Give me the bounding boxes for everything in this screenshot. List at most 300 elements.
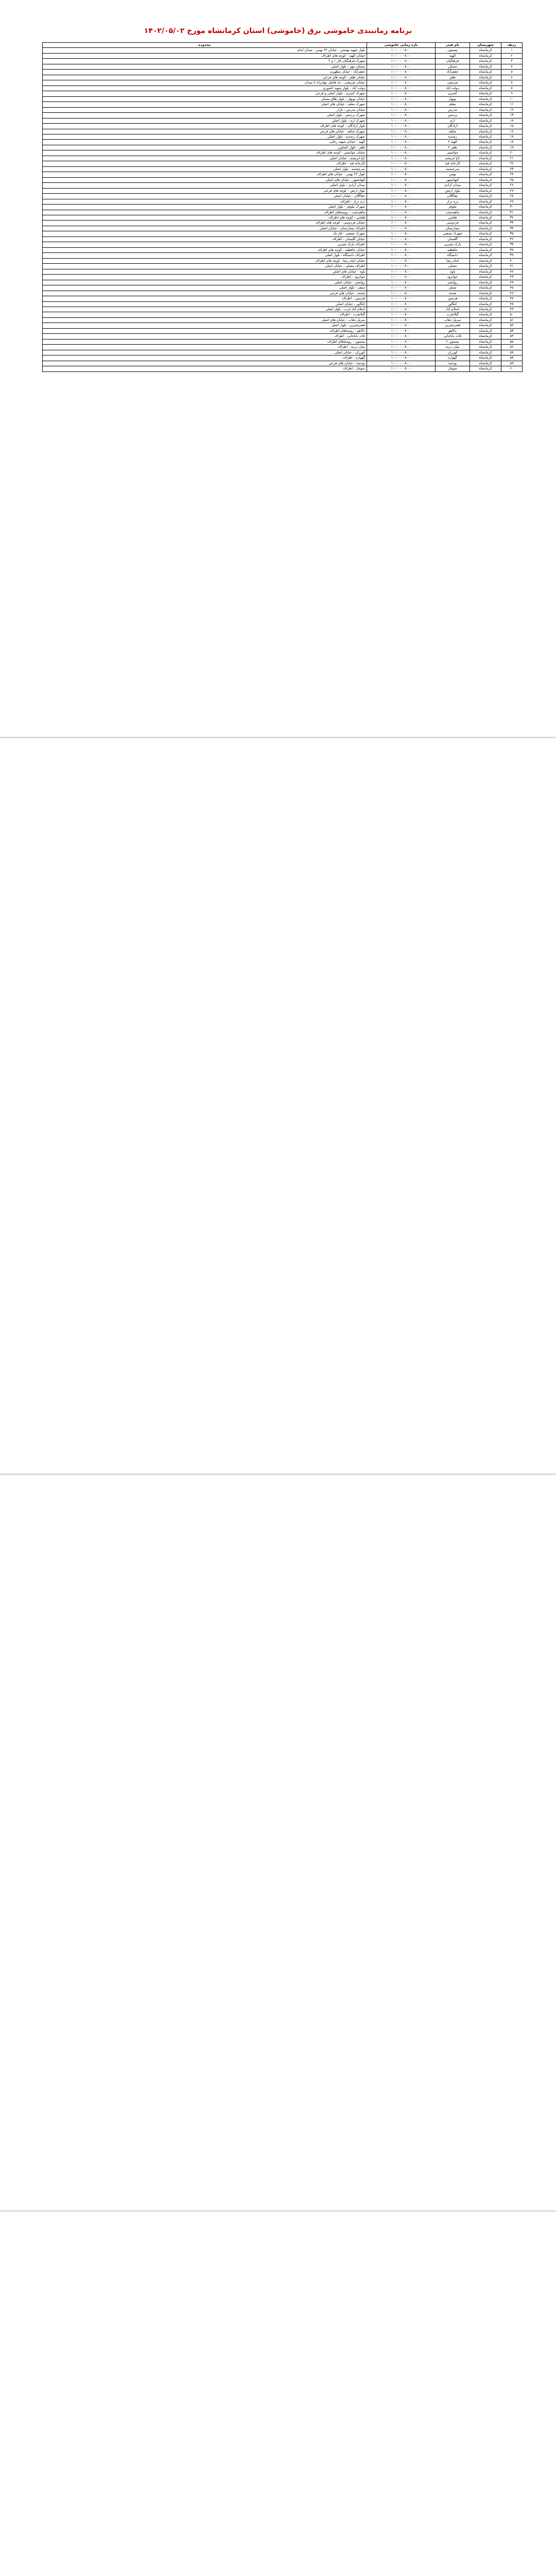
table-row xyxy=(43,361,523,366)
header-row-no: ردیف xyxy=(501,43,523,48)
row-feeder: دالاهو xyxy=(436,328,470,333)
row-number: ۵۴ xyxy=(501,334,523,339)
row-number: ۵۱ xyxy=(501,317,523,323)
row-feeder: نودشه xyxy=(436,361,470,366)
row-area: کارخانه قند - اطراف xyxy=(43,161,367,166)
row-city: کرمانشاه xyxy=(470,215,501,221)
row-city: کرمانشاه xyxy=(470,317,501,323)
row-feeder: ارم xyxy=(436,118,470,123)
row-time: ۱۰:۰۰ - ۰۸:۰۰ xyxy=(367,334,436,339)
row-number: ۳۶ xyxy=(501,236,523,242)
row-number: ۱۷ xyxy=(501,134,523,139)
row-area: ثلاث باباجانی - اطراف xyxy=(43,334,367,339)
row-city: کرمانشاه xyxy=(470,339,501,344)
row-time: ۱۰:۰۰ - ۰۸:۰۰ xyxy=(367,183,436,188)
row-area: خیابان ظفر - کوچه های فرعی xyxy=(43,75,367,80)
row-number: ۳۹ xyxy=(501,253,523,258)
row-number: ۱۲ xyxy=(501,107,523,112)
page-separator xyxy=(0,2210,556,2212)
row-area: ماهیدشت - روستاهای اطراف xyxy=(43,210,367,215)
table-row xyxy=(43,355,523,361)
row-area: خیابان نوبهار - بلوار طاق بستان xyxy=(43,96,367,101)
row-area: اسلام آباد غرب - بلوار اصلی xyxy=(43,307,367,312)
row-number: ۴۷ xyxy=(501,296,523,301)
row-number: ۳۵ xyxy=(501,231,523,236)
table-row xyxy=(43,339,523,344)
row-time: ۱۰:۰۰ - ۰۸:۰۰ xyxy=(367,226,436,231)
table-row xyxy=(43,172,523,177)
table-row xyxy=(43,183,523,188)
row-time: ۱۰:۰۰ - ۰۸:۰۰ xyxy=(367,53,436,58)
row-time: ۱۰:۰۰ - ۰۸:۰۰ xyxy=(367,70,436,75)
row-feeder: کارخانه قند xyxy=(436,161,470,166)
row-number: ۳ xyxy=(501,59,523,64)
row-time: ۱۰:۰۰ - ۰۸:۰۰ xyxy=(367,118,436,123)
table-row xyxy=(43,334,523,339)
row-number: ۴۱ xyxy=(501,264,523,269)
table-row xyxy=(43,48,523,53)
row-number: ۵۷ xyxy=(501,350,523,355)
row-feeder: ظفر ۲ xyxy=(436,145,470,150)
row-area: شهرک ارم - بلوار اصلی xyxy=(43,118,367,123)
row-feeder: هرسین xyxy=(436,296,470,301)
table-header-row xyxy=(43,43,523,48)
row-time: ۱۰:۰۰ - ۰۸:۰۰ xyxy=(367,221,436,226)
row-area: جعفرآباد - خیابان مطهری xyxy=(43,70,367,75)
table-row xyxy=(43,226,523,231)
row-time: ۱۰:۰۰ - ۰۸:۰۰ xyxy=(367,231,436,236)
page-separator xyxy=(0,1473,556,1475)
row-time: ۱۰:۰۰ - ۰۸:۰۰ xyxy=(367,80,436,86)
row-city: کرمانشاه xyxy=(470,140,501,145)
row-feeder: ماهیدشت xyxy=(436,210,470,215)
row-feeder: ثلاث باباجانی xyxy=(436,334,470,339)
row-feeder: گیلانغرب xyxy=(436,312,470,317)
table-row xyxy=(43,59,523,64)
row-city: کرمانشاه xyxy=(470,145,501,150)
row-time: ۱۰:۰۰ - ۰۸:۰۰ xyxy=(367,339,436,344)
table-row xyxy=(43,102,523,107)
table-row xyxy=(43,301,523,307)
row-number: ۱۳ xyxy=(501,113,523,118)
table-row xyxy=(43,280,523,285)
row-time: ۱۰:۰۰ - ۰۸:۰۰ xyxy=(367,145,436,150)
table-row xyxy=(43,80,523,86)
table-row xyxy=(43,75,523,80)
row-number: ۴۳ xyxy=(501,275,523,280)
table-row xyxy=(43,53,523,58)
table-row xyxy=(43,188,523,193)
row-time: ۱۰:۰۰ - ۰۸:۰۰ xyxy=(367,253,436,258)
table-row xyxy=(43,275,523,280)
row-feeder: بلوار ارتش xyxy=(436,188,470,193)
row-feeder: دانشگاه xyxy=(436,253,470,258)
row-area: صحنه - خیابان های فرعی xyxy=(43,291,367,296)
row-city: کرمانشاه xyxy=(470,334,501,339)
row-number: ۴۶ xyxy=(501,291,523,296)
row-area: اطراف مصلی - خیابان اصلی xyxy=(43,264,367,269)
row-city: کرمانشاه xyxy=(470,350,501,355)
row-area: بلوار ۲۲ بهمن - خیابان های اطراف xyxy=(43,172,367,177)
row-area: بلوار ارتش - کوچه های فرعی xyxy=(43,188,367,193)
row-number: ۸ xyxy=(501,86,523,91)
row-time: ۱۰:۰۰ - ۰۸:۰۰ xyxy=(367,242,436,247)
row-time: ۱۰:۰۰ - ۰۸:۰۰ xyxy=(367,345,436,350)
row-time: ۱۰:۰۰ - ۰۸:۰۰ xyxy=(367,296,436,301)
row-feeder: باغ ابریشم xyxy=(436,156,470,161)
row-feeder: ظفر xyxy=(436,75,470,80)
row-feeder: پردیس xyxy=(436,113,470,118)
row-city: کرمانشاه xyxy=(470,75,501,80)
row-number: ۱۵ xyxy=(501,124,523,129)
row-feeder: جعفرآباد xyxy=(436,70,470,75)
row-city: کرمانشاه xyxy=(470,355,501,361)
row-time: ۱۰:۰۰ - ۰۸:۰۰ xyxy=(367,150,436,156)
row-time: ۱۰:۰۰ - ۰۸:۰۰ xyxy=(367,140,436,145)
row-number: ۲۳ xyxy=(501,166,523,172)
row-time: ۱۰:۰۰ - ۰۸:۰۰ xyxy=(367,323,436,328)
row-time: ۱۰:۰۰ - ۰۸:۰۰ xyxy=(367,236,436,242)
row-city: کرمانشاه xyxy=(470,86,501,91)
row-city: کرمانشاه xyxy=(470,269,501,274)
row-area: شهرک فرهنگیان فاز ۱ و ۲ xyxy=(43,59,367,64)
row-time: ۱۰:۰۰ - ۰۸:۰۰ xyxy=(367,134,436,139)
table-row xyxy=(43,199,523,204)
row-time: ۱۰:۰۰ - ۰۸:۰۰ xyxy=(367,107,436,112)
row-city: کرمانشاه xyxy=(470,285,501,291)
row-area: بلوار آزادگان - کوچه های اطراف xyxy=(43,124,367,129)
row-number: ۳۳ xyxy=(501,221,523,226)
row-number: ۱۱ xyxy=(501,102,523,107)
row-area: شهرک صنعتی - فاز یک xyxy=(43,231,367,236)
row-feeder: کنگاور xyxy=(436,301,470,307)
row-number: ۴۹ xyxy=(501,307,523,312)
row-time: ۱۰:۰۰ - ۰۸:۰۰ xyxy=(367,317,436,323)
row-feeder: مدرس xyxy=(436,107,470,112)
table-row xyxy=(43,366,523,371)
table-row xyxy=(43,215,523,221)
table-row xyxy=(43,242,523,247)
row-number: ۴۸ xyxy=(501,301,523,307)
row-number: ۵۰ xyxy=(501,312,523,317)
row-area: روانسر - خیابان اصلی xyxy=(43,280,367,285)
row-area: دالاهو - روستاهای اطراف xyxy=(43,328,367,333)
row-feeder: سرچشمه xyxy=(436,166,470,172)
row-area: خیابان شریعتی - حد فاصل چهارراه تا میدان xyxy=(43,80,367,86)
row-city: کرمانشاه xyxy=(470,253,501,258)
table-row xyxy=(43,285,523,291)
row-number: ۶ xyxy=(501,75,523,80)
row-city: کرمانشاه xyxy=(470,107,501,112)
row-city: کرمانشاه xyxy=(470,124,501,129)
row-area: شهرک کسری - بلوار اصلی و فرعی xyxy=(43,91,367,96)
row-time: ۱۰:۰۰ - ۰۸:۰۰ xyxy=(367,350,436,355)
row-area: کوزران - خیابان اصلی xyxy=(43,350,367,355)
row-number: ۱ xyxy=(501,48,523,53)
row-feeder: گلستان xyxy=(436,236,470,242)
row-time: ۱۰:۰۰ - ۰۸:۰۰ xyxy=(367,312,436,317)
row-time: ۱۰:۰۰ - ۰۸:۰۰ xyxy=(367,258,436,263)
row-area: اطراف بیمارستان - خیابان اصلی xyxy=(43,226,367,231)
row-city: کرمانشاه xyxy=(470,366,501,371)
table-row xyxy=(43,205,523,210)
row-feeder: آزادگان xyxy=(436,124,470,129)
row-time: ۱۰:۰۰ - ۰۸:۰۰ xyxy=(367,269,436,274)
row-feeder: پاوه xyxy=(436,269,470,274)
row-number: ۱۸ xyxy=(501,140,523,145)
row-area: شهرک معلم - خیابان های اصلی xyxy=(43,102,367,107)
row-feeder: میان دربند xyxy=(436,345,470,350)
row-area: خیابان حافظیه - کوچه های اطراف xyxy=(43,247,367,252)
header-city: شهرستان xyxy=(470,43,501,48)
row-feeder: شهرک صنعتی xyxy=(436,231,470,236)
row-feeder: شریعتی xyxy=(436,80,470,86)
row-area: شهرک پردیس - بلوار اصلی xyxy=(43,113,367,118)
table-row xyxy=(43,221,523,226)
row-area: پاوه - خیابان های اصلی xyxy=(43,269,367,274)
row-feeder: نوبهار xyxy=(436,96,470,101)
row-city: کرمانشاه xyxy=(470,301,501,307)
document-title: برنامه زمانبندی خاموشی برق (خاموشی) استان کرمانشاه مورخ ۱۴۰۲/۰۵/۰۲ xyxy=(144,27,412,35)
header-area: محدوده xyxy=(43,43,367,48)
row-city: کرمانشاه xyxy=(470,113,501,118)
row-area: الهیه - خیابان شهید رجایی xyxy=(43,140,367,145)
row-time: ۱۰:۰۰ - ۰۸:۰۰ xyxy=(367,86,436,91)
row-number: ۹ xyxy=(501,91,523,96)
row-time: ۱۰:۰۰ - ۰۸:۰۰ xyxy=(367,64,436,69)
row-area: خیابان امام رضا - کوچه های اطراف xyxy=(43,258,367,263)
row-feeder: دره دراز xyxy=(436,199,470,204)
row-feeder: جوانشیر xyxy=(436,150,470,156)
row-city: کرمانشاه xyxy=(470,280,501,285)
row-city: کرمانشاه xyxy=(470,183,501,188)
row-city: کرمانشاه xyxy=(470,291,501,296)
row-feeder: امام رضا xyxy=(436,258,470,263)
table-row xyxy=(43,166,523,172)
table-row xyxy=(43,317,523,323)
row-city: کرمانشاه xyxy=(470,177,501,182)
table-row xyxy=(43,323,523,328)
table-row xyxy=(43,140,523,145)
row-number: ۱۰ xyxy=(501,96,523,101)
row-feeder: بیمارستان xyxy=(436,226,470,231)
row-area: خیابان جوانشیر - کوچه های اطراف xyxy=(43,150,367,156)
row-time: ۱۰:۰۰ - ۰۸:۰۰ xyxy=(367,210,436,215)
table-row xyxy=(43,134,523,139)
table-row xyxy=(43,210,523,215)
table-row xyxy=(43,161,523,166)
row-time: ۱۰:۰۰ - ۰۸:۰۰ xyxy=(367,280,436,285)
row-number: ۲۷ xyxy=(501,188,523,193)
row-time: ۱۰:۰۰ - ۰۸:۰۰ xyxy=(367,199,436,204)
row-number: ۳۲ xyxy=(501,215,523,221)
row-area: گهواره - اطراف xyxy=(43,355,367,361)
row-time: ۱۰:۰۰ - ۰۸:۰۰ xyxy=(367,275,436,280)
row-number: ۳۴ xyxy=(501,226,523,231)
row-city: کرمانشاه xyxy=(470,102,501,107)
row-feeder: صحنه xyxy=(436,291,470,296)
row-city: کرمانشاه xyxy=(470,236,501,242)
row-feeder: معلم xyxy=(436,102,470,107)
row-city: کرمانشاه xyxy=(470,199,501,204)
row-area: قصرشیرین - بلوار اصلی xyxy=(43,323,367,328)
row-city: کرمانشاه xyxy=(470,150,501,156)
row-time: ۱۰:۰۰ - ۰۸:۰۰ xyxy=(367,291,436,296)
table-row xyxy=(43,70,523,75)
row-number: ۵۸ xyxy=(501,355,523,361)
row-feeder: کیهانشهر xyxy=(436,177,470,182)
row-area: باغ ابریشم - خیابان اصلی xyxy=(43,156,367,161)
row-city: کرمانشاه xyxy=(470,118,501,123)
row-time: ۱۰:۰۰ - ۰۸:۰۰ xyxy=(367,102,436,107)
row-feeder: الهیه ۲ xyxy=(436,140,470,145)
table-row xyxy=(43,312,523,317)
table-row xyxy=(43,269,523,274)
row-area: سرپل ذهاب - خیابان های اصلی xyxy=(43,317,367,323)
row-area: شهرک نیلوفر - بلوار اصلی xyxy=(43,205,367,210)
row-area: خیابان الهیه - کوچه های اطراف xyxy=(43,53,367,58)
table-row xyxy=(43,113,523,118)
row-time: ۱۰:۰۰ - ۰۸:۰۰ xyxy=(367,247,436,252)
table-row xyxy=(43,236,523,242)
table-row xyxy=(43,91,523,96)
row-number: ۲۲ xyxy=(501,161,523,166)
row-time: ۱۰:۰۰ - ۰۸:۰۰ xyxy=(367,113,436,118)
row-area: سنقر - بلوار اصلی xyxy=(43,285,367,291)
row-number: ۳۷ xyxy=(501,242,523,247)
row-area: خیابان فردوسی - کوچه های اطراف xyxy=(43,221,367,226)
row-number: ۱۴ xyxy=(501,118,523,123)
row-time: ۱۰:۰۰ - ۰۸:۰۰ xyxy=(367,215,436,221)
row-number: ۲۶ xyxy=(501,183,523,188)
row-time: ۱۰:۰۰ - ۰۸:۰۰ xyxy=(367,91,436,96)
row-city: کرمانشاه xyxy=(470,221,501,226)
row-number: ۱۹ xyxy=(501,145,523,150)
row-number: ۷ xyxy=(501,80,523,86)
row-city: کرمانشاه xyxy=(470,264,501,269)
row-feeder: قصرشیرین xyxy=(436,323,470,328)
row-area: خیابان مدرس - بازار xyxy=(43,107,367,112)
row-feeder: پارک شیرین xyxy=(436,242,470,247)
row-time: ۱۰:۰۰ - ۰۸:۰۰ xyxy=(367,307,436,312)
row-city: کرمانشاه xyxy=(470,134,501,139)
row-feeder: سرپل ذهاب xyxy=(436,317,470,323)
row-area: دولت آباد - بلوار شهید کشوری xyxy=(43,86,367,91)
table-row xyxy=(43,86,523,91)
table-row xyxy=(43,296,523,301)
row-number: ۵۶ xyxy=(501,345,523,350)
row-number: ۳۱ xyxy=(501,210,523,215)
row-area: هلشی - کوچه های اطراف xyxy=(43,215,367,221)
row-number: ۵۲ xyxy=(501,323,523,328)
row-number: ۵۳ xyxy=(501,328,523,333)
row-city: کرمانشاه xyxy=(470,205,501,210)
row-area: ظفر - بلوار کشاورز xyxy=(43,145,367,150)
row-city: کرمانشاه xyxy=(470,129,501,134)
table-row xyxy=(43,124,523,129)
row-city: کرمانشاه xyxy=(470,53,501,58)
row-area: نودشه - خیابان های فرعی xyxy=(43,361,367,366)
row-time: ۱۰:۰۰ - ۰۸:۰۰ xyxy=(367,129,436,134)
row-area: کیهانشهر - خیابان های اصلی xyxy=(43,177,367,182)
row-number: ۲ xyxy=(501,53,523,58)
row-city: کرمانشاه xyxy=(470,188,501,193)
row-city: کرمانشاه xyxy=(470,64,501,69)
row-area: دره دراز - اطراف xyxy=(43,199,367,204)
row-feeder: کسری xyxy=(436,91,470,96)
row-time: ۱۰:۰۰ - ۰۸:۰۰ xyxy=(367,75,436,80)
row-city: کرمانشاه xyxy=(470,361,501,366)
row-city: کرمانشاه xyxy=(470,275,501,280)
row-feeder: نیلوفر xyxy=(436,205,470,210)
row-feeder: اسلام آباد xyxy=(436,307,470,312)
row-feeder: هلشی xyxy=(436,215,470,221)
row-area: کنگاور - خیابان اصلی xyxy=(43,301,367,307)
row-city: کرمانشاه xyxy=(470,80,501,86)
row-city: کرمانشاه xyxy=(470,166,501,172)
row-area: اطراف پارک شیرین xyxy=(43,242,367,247)
row-feeder: میدان آزادی xyxy=(436,183,470,188)
row-time: ۱۰:۰۰ - ۰۸:۰۰ xyxy=(367,205,436,210)
row-number: ۵۵ xyxy=(501,339,523,344)
row-feeder: گهواره xyxy=(436,355,470,361)
row-feeder: فرهنگیان xyxy=(436,59,470,64)
row-time: ۱۰:۰۰ - ۰۸:۰۰ xyxy=(367,264,436,269)
row-time: ۱۰:۰۰ - ۰۸:۰۰ xyxy=(367,59,436,64)
row-number: ۲۴ xyxy=(501,172,523,177)
row-feeder: مسکن xyxy=(436,64,470,69)
schedule-table xyxy=(42,42,523,372)
row-city: کرمانشاه xyxy=(470,296,501,301)
row-time: ۱۰:۰۰ - ۰۸:۰۰ xyxy=(367,177,436,182)
row-feeder: رشدیه xyxy=(436,134,470,139)
row-feeder: چغاگلان xyxy=(436,194,470,199)
row-area: میان دربند - اطراف xyxy=(43,345,367,350)
table-row xyxy=(43,96,523,101)
table-row xyxy=(43,264,523,269)
table-row xyxy=(43,328,523,333)
row-number: ۴۰ xyxy=(501,258,523,263)
page-1 xyxy=(0,0,556,38)
row-time: ۱۰:۰۰ - ۰۸:۰۰ xyxy=(367,328,436,333)
row-time: ۱۰:۰۰ - ۰۸:۰۰ xyxy=(367,48,436,53)
row-number: ۲۸ xyxy=(501,194,523,199)
row-city: کرمانشاه xyxy=(470,242,501,247)
row-city: کرمانشاه xyxy=(470,328,501,333)
row-city: کرمانشاه xyxy=(470,91,501,96)
table-row xyxy=(43,231,523,236)
table-row xyxy=(43,64,523,69)
row-area: بلوار شهید بهشتی - خیابان ۲۲ بهمن - میدان امام xyxy=(43,48,367,53)
table-row xyxy=(43,129,523,134)
row-number: ۵۹ xyxy=(501,361,523,366)
row-number: ۱۶ xyxy=(501,129,523,134)
row-feeder: بهمن xyxy=(436,172,470,177)
table-row xyxy=(43,247,523,252)
row-time: ۱۰:۰۰ - ۰۸:۰۰ xyxy=(367,285,436,291)
table-row xyxy=(43,177,523,182)
row-number: ۶۰ xyxy=(501,366,523,371)
header-feeder: نام فیدر xyxy=(436,43,470,48)
row-number: ۵ xyxy=(501,70,523,75)
row-area: سومار - اطراف xyxy=(43,366,367,371)
row-feeder: الهیه xyxy=(436,53,470,58)
row-feeder: سومار xyxy=(436,366,470,371)
table-row xyxy=(43,156,523,161)
row-area: چغاگلان - خیابان اصلی xyxy=(43,194,367,199)
row-number: ۳۰ xyxy=(501,205,523,210)
row-time: ۱۰:۰۰ - ۰۸:۰۰ xyxy=(367,194,436,199)
